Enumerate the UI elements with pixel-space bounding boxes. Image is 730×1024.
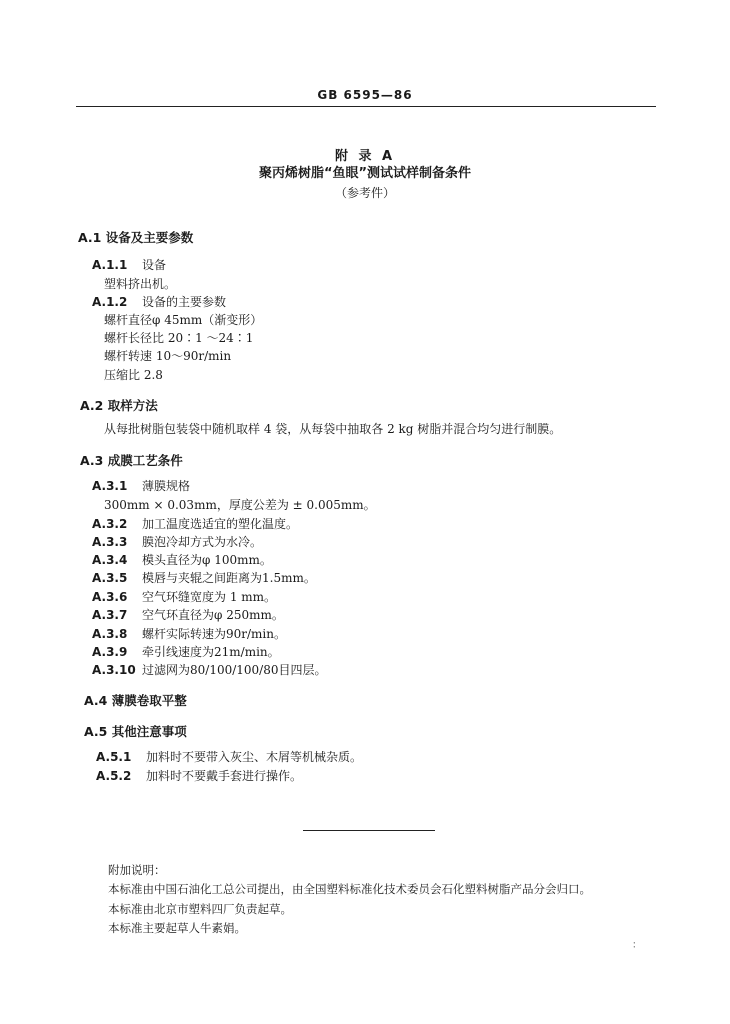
clause-text: 空气环缝宽度为 1 mm。 [142,590,277,604]
clause-text: 膜泡冷却方式为水冷。 [142,535,263,549]
clause-a31 [92,477,190,494]
end-rule [303,830,435,831]
section-a4-heading: A.4 薄膜卷取平整 [84,693,187,708]
clause-text: 螺杆实际转速为90r/min。 [142,627,286,641]
clause-number: A.3.1 [92,479,128,493]
clause-number: A.5.1 [96,750,132,764]
clause-number: A.3.4 [92,553,128,567]
clause-number: A.1.1 [92,258,128,272]
param-screw-diameter: 螺杆直径φ 45mm（渐变形） [104,313,263,327]
notes-heading: 附加说明： [108,863,166,877]
appendix-nature: （参考件） [334,186,395,200]
clause-text: 加料时不要戴手套进行操作。 [146,769,303,783]
clause-title: 薄膜规格 [142,479,191,493]
clause-a51 [96,748,362,765]
param-length-ratio: 螺杆长径比 20∶1 ～24∶1 [104,331,254,345]
clause-a11-text: 塑料挤出机。 [104,277,177,291]
note-line: 本标准由中国石油化工总公司提出，由全国塑料标准化技术委员会石化塑料树脂产品分会归口。 [108,882,591,896]
clause-a310 [92,661,326,678]
clause-number: A.3.5 [92,571,128,585]
clause-a31-text: 300mm × 0.03mm，厚度公差为 ± 0.005mm。 [104,498,376,512]
clause-a12 [92,293,226,310]
clause-number: A.3.10 [92,663,136,677]
clause-a34 [92,551,272,568]
clause-title: 设备 [142,258,167,272]
clause-a32 [92,515,298,532]
clause-number: A.3.8 [92,627,128,641]
section-a2-heading: A.2 取样方法 [80,398,158,413]
clause-text: 牵引线速度为21m/min。 [142,645,280,659]
clause-text: 模头直径为φ 100mm。 [142,553,272,567]
clause-a39 [92,643,280,660]
section-a1-heading: A.1 设备及主要参数 [78,230,194,245]
margin-mark: ： [632,940,642,951]
standard-number: GB 6595—86 [317,88,413,102]
clause-number: A.5.2 [96,769,132,783]
clause-a37 [92,606,284,623]
clause-text: 加工温度选适宜的塑化温度。 [142,517,299,531]
note-line: 本标准主要起草人牛素娟。 [108,921,246,935]
clause-text: 空气环直径为φ 250mm。 [142,608,284,622]
header-rule [76,106,656,107]
clause-a38 [92,625,286,642]
clause-number: A.3.2 [92,517,128,531]
clause-a36 [92,588,276,605]
clause-a33 [92,533,262,550]
clause-text: 加料时不要带入灰尘、木屑等机械杂质。 [146,750,363,764]
section-a3-heading: A.3 成膜工艺条件 [80,453,183,468]
param-screw-speed: 螺杆转速 10～90r/min [104,349,232,363]
clause-number: A.1.2 [92,295,128,309]
clause-a35 [92,569,316,586]
clause-a11 [92,256,166,273]
clause-number: A.3.7 [92,608,128,622]
clause-number: A.3.6 [92,590,128,604]
clause-number: A.3.3 [92,535,128,549]
appendix-title: 聚丙烯树脂“鱼眼”测试试样制备条件 [258,166,472,181]
clause-text: 过滤网为80/100/100/80目四层。 [142,663,327,677]
clause-text: 模唇与夹辊之间距离为1.5mm。 [142,571,316,585]
param-compression-ratio: 压缩比 2.8 [104,368,163,382]
clause-title: 设备的主要参数 [142,295,227,309]
section-a5-heading: A.5 其他注意事项 [84,724,187,739]
appendix-label: 附 录 A [334,149,396,164]
note-line: 本标准由北京市塑料四厂负责起草。 [108,902,292,916]
section-a2-text: 从每批树脂包装袋中随机取样 4 袋，从每袋中抽取各 2 kg 树脂并混合均匀进行制膜。 [104,422,562,436]
clause-number: A.3.9 [92,645,128,659]
clause-a52 [96,767,302,784]
